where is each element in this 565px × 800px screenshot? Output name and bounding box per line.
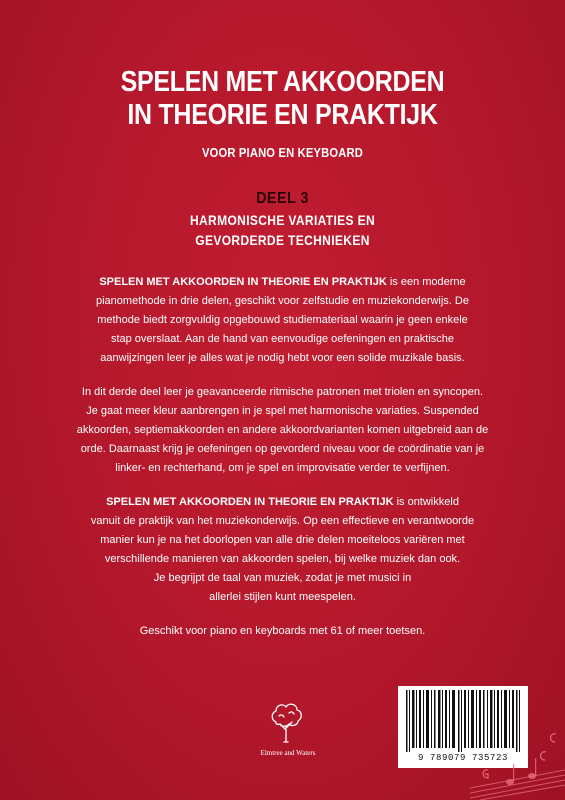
book-title-line2: IN THEORIE EN PRAKTIJK <box>127 99 438 131</box>
method-name-bold: SPELEN MET AKKOORDEN IN THEORIE EN PRAKTIJK <box>99 276 387 288</box>
paragraph-line: manier kun je na het doorlopen van alle drie delen moeiteloos variëren met <box>100 534 465 546</box>
paragraph-line-text: is een moderne <box>386 276 466 288</box>
paragraph-line: pianomethode in drie delen, geschikt voor zelfstudie en muziekonderwijs. De <box>96 295 469 307</box>
volume-number: DEEL 3 <box>256 190 309 207</box>
paragraph-method-origin <box>62 493 503 607</box>
paragraph-line: Je begrijpt de taal van muziek, zodat je met musici in <box>153 572 412 584</box>
method-name-bold: SPELEN MET AKKOORDEN IN THEORIE EN PRAKTIJK <box>106 496 394 508</box>
paragraph-line <box>62 273 503 292</box>
paragraph-suitability <box>62 622 503 641</box>
paragraph-line: allerlei stijlen kunt meespelen. <box>209 591 356 603</box>
book-subtitle: VOOR PIANO EN KEYBOARD <box>202 145 363 160</box>
paragraph-line: methode biedt zorgvuldig opgebouwd studiemateriaal waarin je geen enkele <box>97 314 468 326</box>
paragraph-intro <box>62 273 503 368</box>
paragraph-volume-content <box>62 383 503 478</box>
music-notes-decoration-icon <box>470 730 565 800</box>
book-title-line1: SPELEN MET AKKOORDEN <box>120 66 445 98</box>
paragraph-line: aanwijzingen leer je alles wat je nodig hebt voor een solide muzikale basis. <box>100 352 465 364</box>
paragraph-line: Je gaat meer kleur aanbrengen in je spel met harmonische variaties. Suspended <box>86 405 479 417</box>
paragraph-line: stap overslaat. Aan de hand van eenvoudige oefeningen en praktische <box>110 333 455 345</box>
paragraph-line <box>62 493 503 512</box>
paragraph-line: Geschikt voor piano en keyboards met 61 of meer toetsen. <box>139 625 426 637</box>
volume-subtitle-line2: GEVORDERDE TECHNIEKEN <box>195 232 370 248</box>
isbn-number: 9 789079 735723 <box>417 753 508 763</box>
tree-icon <box>262 698 310 746</box>
paragraph-line-text: is ontwikkeld <box>393 496 459 508</box>
paragraph-line: In dit derde deel leer je geavanceerde ritmische patronen met triolen en syncopen. <box>81 386 484 398</box>
publisher-name: Elmtree and Waters <box>260 749 316 757</box>
paragraph-line: linker- en rechterhand, om je spel en improvisatie verder te verfijnen. <box>115 462 450 474</box>
paragraph-line: akkoorden, septiemakkoorden en andere akkoordvarianten komen uitgebreid aan de <box>76 424 489 436</box>
paragraph-line: vanuit de praktijk van het muziekonderwijs. Op een effectieve en verantwoorde <box>90 515 475 527</box>
volume-subtitle-line1: HARMONISCHE VARIATIES EN <box>189 212 376 228</box>
paragraph-line: orde. Daarnaast krijg je oefeningen op gevorderd niveau voor de coördinatie van je <box>80 443 485 455</box>
paragraph-line: verschillende manieren van akkoorden spelen, bij welke muziek dan ook. <box>104 553 461 565</box>
